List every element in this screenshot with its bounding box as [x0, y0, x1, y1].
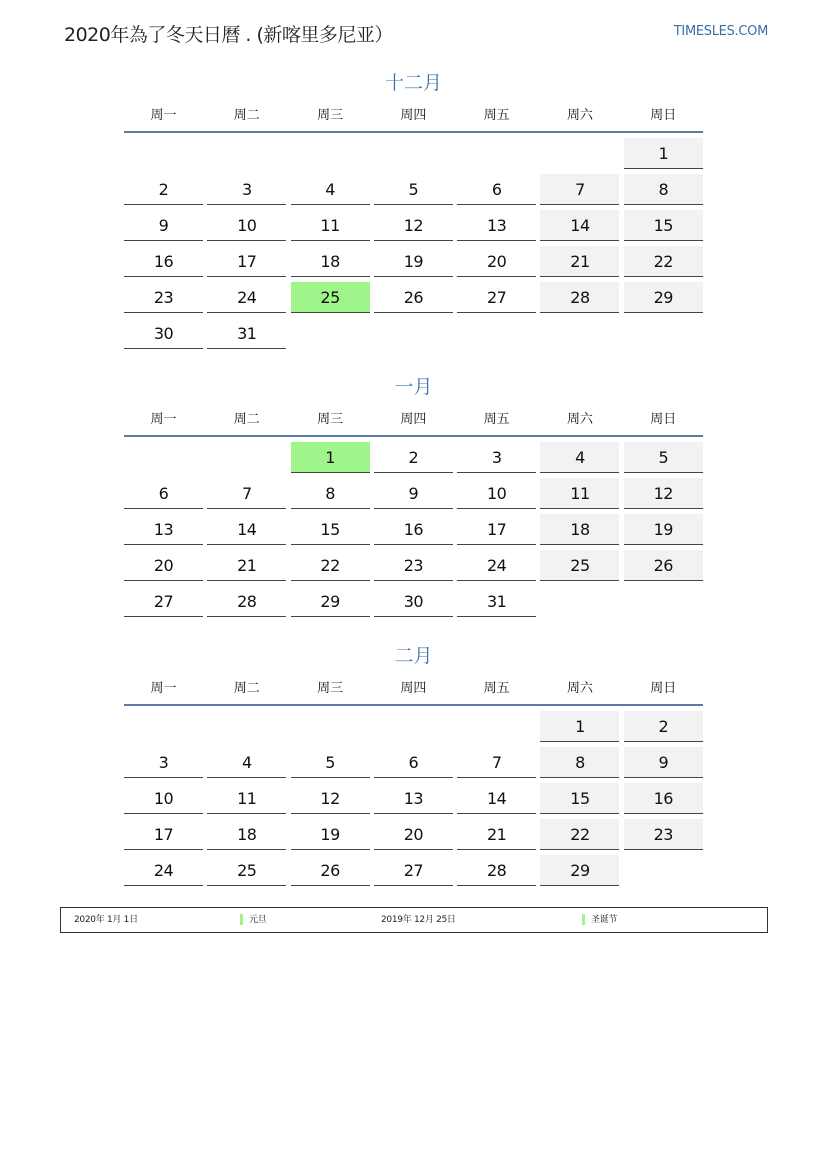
day-cell: 19 [624, 514, 703, 545]
day-cell: 18 [291, 246, 370, 277]
weekday-header [124, 676, 703, 706]
day-cell: 17 [457, 514, 536, 545]
day-cell: 16 [624, 783, 703, 814]
day-cell: 7 [207, 478, 286, 509]
day-cell: 3 [457, 442, 536, 473]
day-cell: 22 [291, 550, 370, 581]
day-cell: 21 [457, 819, 536, 850]
day-cell: 23 [124, 282, 203, 313]
day-cell: 20 [457, 246, 536, 277]
day-cell: 8 [540, 747, 619, 778]
day-cell: 13 [457, 210, 536, 241]
day-cell: 29 [291, 586, 370, 617]
day-cell: 24 [124, 855, 203, 886]
day-cell: 30 [124, 318, 203, 349]
holiday-color-marker [582, 914, 585, 925]
day-cell: 14 [207, 514, 286, 545]
weekday-label: 周三 [317, 681, 344, 696]
day-cell: 11 [207, 783, 286, 814]
month-january [124, 373, 703, 617]
day-cell: 8 [291, 478, 370, 509]
day-cell: 22 [624, 246, 703, 277]
weekday-label: 周三 [317, 412, 344, 427]
day-cell: 20 [374, 819, 453, 850]
weekday-label: 周五 [483, 108, 510, 123]
empty-cell [374, 711, 453, 742]
weekday-label: 周一 [150, 108, 177, 123]
day-cell: 28 [457, 855, 536, 886]
empty-cell [124, 138, 203, 169]
day-cell: 1 [540, 711, 619, 742]
day-cell: 26 [624, 550, 703, 581]
legend-date: 2020年 1月 1日 [74, 915, 138, 925]
day-cell: 20 [124, 550, 203, 581]
day-cell: 27 [374, 855, 453, 886]
legend-holiday-name: 圣诞节 [591, 915, 618, 925]
day-cell: 5 [624, 442, 703, 473]
day-cell: 12 [624, 478, 703, 509]
weekday-label: 周二 [233, 412, 260, 427]
day-cell: 11 [291, 210, 370, 241]
day-cell: 25 [540, 550, 619, 581]
day-cell: 9 [124, 210, 203, 241]
day-cell: 5 [291, 747, 370, 778]
day-cell: 22 [540, 819, 619, 850]
day-cell: 15 [291, 514, 370, 545]
day-cell: 1 [624, 138, 703, 169]
day-cell: 15 [624, 210, 703, 241]
weekday-label: 周二 [233, 108, 260, 123]
day-cell: 31 [207, 318, 286, 349]
month-title: 二月 [394, 645, 433, 667]
empty-cell [124, 442, 203, 473]
weekday-label: 周六 [566, 681, 593, 696]
empty-cell [291, 711, 370, 742]
weekday-label: 周一 [150, 681, 177, 696]
day-cell: 18 [540, 514, 619, 545]
day-cell: 26 [291, 855, 370, 886]
empty-cell [207, 138, 286, 169]
day-cell: 31 [457, 586, 536, 617]
holiday-day-cell: 1 [291, 442, 370, 473]
weekday-label: 周三 [317, 108, 344, 123]
day-cell: 18 [207, 819, 286, 850]
day-cell: 9 [624, 747, 703, 778]
site-link[interactable]: TIMESLES.COM [673, 24, 768, 39]
day-cell: 4 [540, 442, 619, 473]
day-cell: 14 [457, 783, 536, 814]
day-cell: 6 [457, 174, 536, 205]
day-cell: 6 [374, 747, 453, 778]
day-cell: 10 [124, 783, 203, 814]
day-cell: 29 [540, 855, 619, 886]
day-cell: 4 [291, 174, 370, 205]
weekday-label: 周日 [650, 681, 677, 696]
day-cell: 30 [374, 586, 453, 617]
empty-cell [291, 138, 370, 169]
weekday-label: 周四 [400, 681, 427, 696]
day-cell: 12 [374, 210, 453, 241]
day-cell: 9 [374, 478, 453, 509]
day-cell: 23 [374, 550, 453, 581]
holiday-day-cell: 25 [291, 282, 370, 313]
weekday-label: 周日 [650, 108, 677, 123]
day-cell: 27 [124, 586, 203, 617]
day-cell: 27 [457, 282, 536, 313]
day-cell: 28 [207, 586, 286, 617]
empty-cell [374, 138, 453, 169]
day-cell: 11 [540, 478, 619, 509]
day-cell: 5 [374, 174, 453, 205]
day-cell: 23 [624, 819, 703, 850]
day-cell: 2 [124, 174, 203, 205]
day-cell: 10 [207, 210, 286, 241]
day-cell: 19 [374, 246, 453, 277]
day-cell: 21 [207, 550, 286, 581]
empty-cell [207, 442, 286, 473]
day-cell: 25 [207, 855, 286, 886]
weekday-label: 周日 [650, 412, 677, 427]
empty-cell [124, 711, 203, 742]
legend-holiday-name: 元旦 [249, 915, 267, 925]
day-cell: 3 [207, 174, 286, 205]
day-cell: 24 [207, 282, 286, 313]
day-cell: 29 [624, 282, 703, 313]
day-cell: 15 [540, 783, 619, 814]
empty-cell [540, 138, 619, 169]
day-cell: 16 [374, 514, 453, 545]
weekday-label: 周六 [566, 412, 593, 427]
day-cell: 7 [540, 174, 619, 205]
month-december [124, 69, 703, 349]
empty-cell [207, 711, 286, 742]
weekday-label: 周四 [400, 108, 427, 123]
day-cell: 17 [124, 819, 203, 850]
month-title: 十二月 [384, 72, 442, 94]
holiday-legend [60, 907, 768, 933]
day-cell: 26 [374, 282, 453, 313]
empty-cell [457, 711, 536, 742]
day-cell: 4 [207, 747, 286, 778]
day-cell: 6 [124, 478, 203, 509]
weekday-label: 周一 [150, 412, 177, 427]
day-cell: 2 [374, 442, 453, 473]
day-cell: 13 [124, 514, 203, 545]
page-title: 2020年為了冬天日曆 . (新喀里多尼亚） [64, 24, 393, 46]
day-cell: 16 [124, 246, 203, 277]
day-cell: 10 [457, 478, 536, 509]
weekday-header [124, 407, 703, 437]
weekday-label: 周五 [483, 412, 510, 427]
holiday-color-marker [240, 914, 243, 925]
day-cell: 17 [207, 246, 286, 277]
weekday-label: 周四 [400, 412, 427, 427]
day-cell: 19 [291, 819, 370, 850]
day-cell: 8 [624, 174, 703, 205]
weekday-header [124, 103, 703, 133]
day-cell: 13 [374, 783, 453, 814]
weekday-label: 周六 [566, 108, 593, 123]
day-grid [124, 442, 703, 617]
empty-cell [457, 138, 536, 169]
day-grid [124, 711, 703, 886]
weekday-label: 周二 [233, 681, 260, 696]
day-cell: 24 [457, 550, 536, 581]
day-cell: 21 [540, 246, 619, 277]
day-cell: 12 [291, 783, 370, 814]
day-cell: 28 [540, 282, 619, 313]
day-cell: 14 [540, 210, 619, 241]
month-february [124, 642, 703, 886]
day-cell: 3 [124, 747, 203, 778]
day-cell: 2 [624, 711, 703, 742]
legend-date: 2019年 12月 25日 [381, 915, 456, 925]
day-grid [124, 138, 703, 349]
weekday-label: 周五 [483, 681, 510, 696]
month-title: 一月 [394, 376, 433, 398]
day-cell: 7 [457, 747, 536, 778]
